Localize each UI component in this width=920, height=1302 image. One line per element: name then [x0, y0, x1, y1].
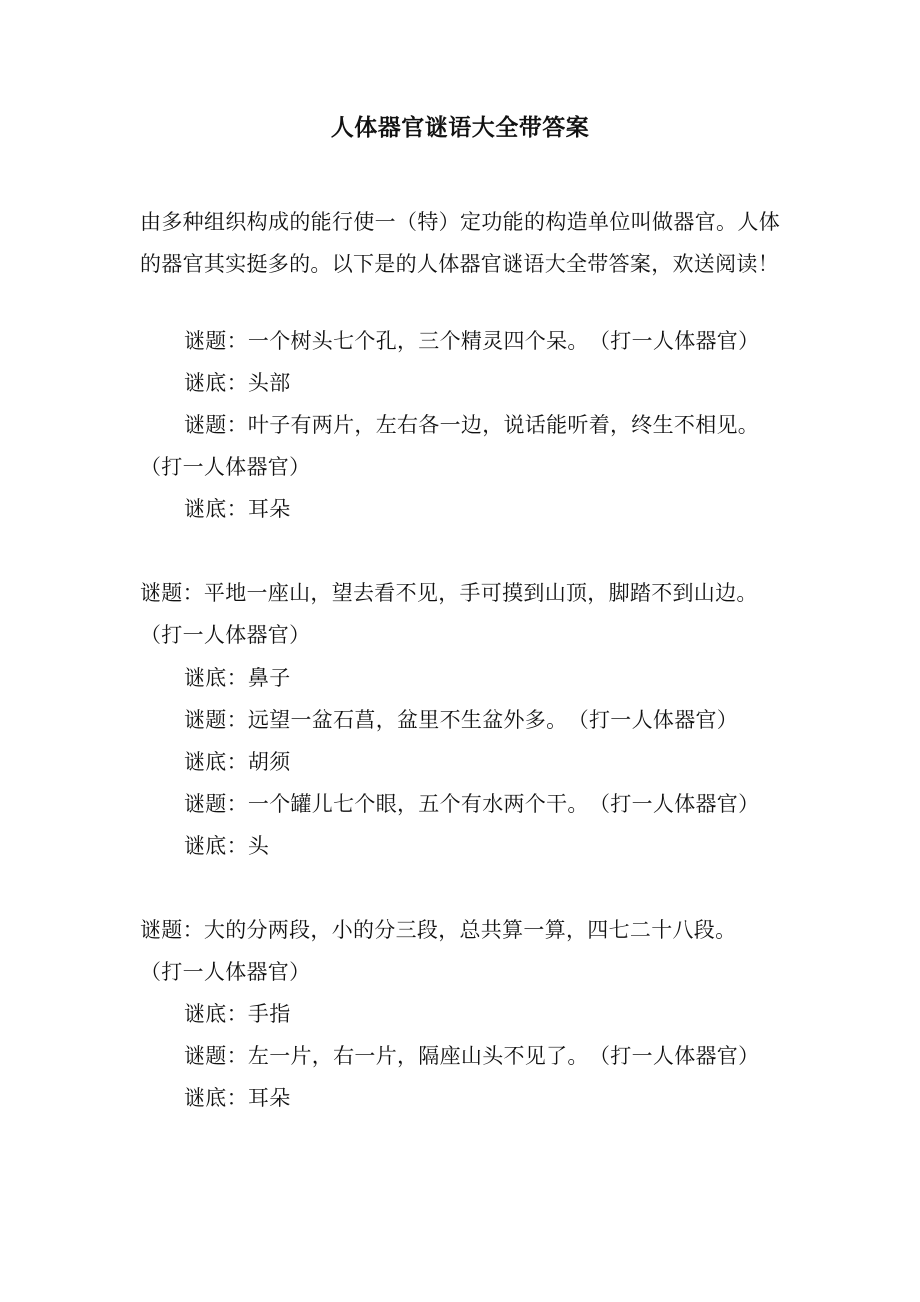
- riddle-answer-4: 谜底：胡须: [184, 750, 291, 774]
- page-title: 人体器官谜语大全带答案: [330, 114, 590, 141]
- riddle-question-6: 谜题：大的分两段，小的分三段，总共算一算，四七二十八段。: [140, 918, 737, 942]
- riddle-question-3-cont: （打一人体器官）: [140, 623, 311, 647]
- riddle-question-2-cont: （打一人体器官）: [140, 455, 311, 479]
- riddle-question-4: 谜题：远望一盆石菖，盆里不生盆外多。 （打一人体器官）: [184, 708, 739, 732]
- riddle-question-3: 谜题：平地一座山，望去看不见，手可摸到山顶，脚踏不到山边。: [140, 581, 758, 605]
- riddle-answer-3: 谜底：鼻子: [184, 666, 291, 690]
- riddle-answer-5: 谜底：头: [184, 834, 270, 858]
- riddle-question-1: 谜题：一个树头七个孔，三个精灵四个呆。 （打一人体器官）: [184, 329, 760, 353]
- riddle-question-6-cont: （打一人体器官）: [140, 960, 311, 984]
- riddle-answer-2: 谜底：耳朵: [184, 497, 291, 521]
- riddle-answer-7: 谜底：耳朵: [184, 1086, 291, 1110]
- intro-paragraph: 由多种组织构成的能行使一（特）定功能的构造单位叫做器官。人体的器官其实挺多的。以下是的人体器官谜语大全带答案，欢送阅读！: [140, 210, 780, 276]
- riddle-question-7: 谜题：左一片，右一片，隔座山头不见了。 （打一人体器官）: [184, 1044, 760, 1068]
- riddle-answer-6: 谜底：手指: [184, 1002, 291, 1026]
- riddle-answer-1: 谜底：头部: [184, 371, 291, 395]
- riddle-question-5: 谜题：一个罐儿七个眼，五个有水两个干。 （打一人体器官）: [184, 792, 760, 816]
- riddle-question-2: 谜题：叶子有两片，左右各一边，说话能听着，终生不相见。: [184, 413, 760, 437]
